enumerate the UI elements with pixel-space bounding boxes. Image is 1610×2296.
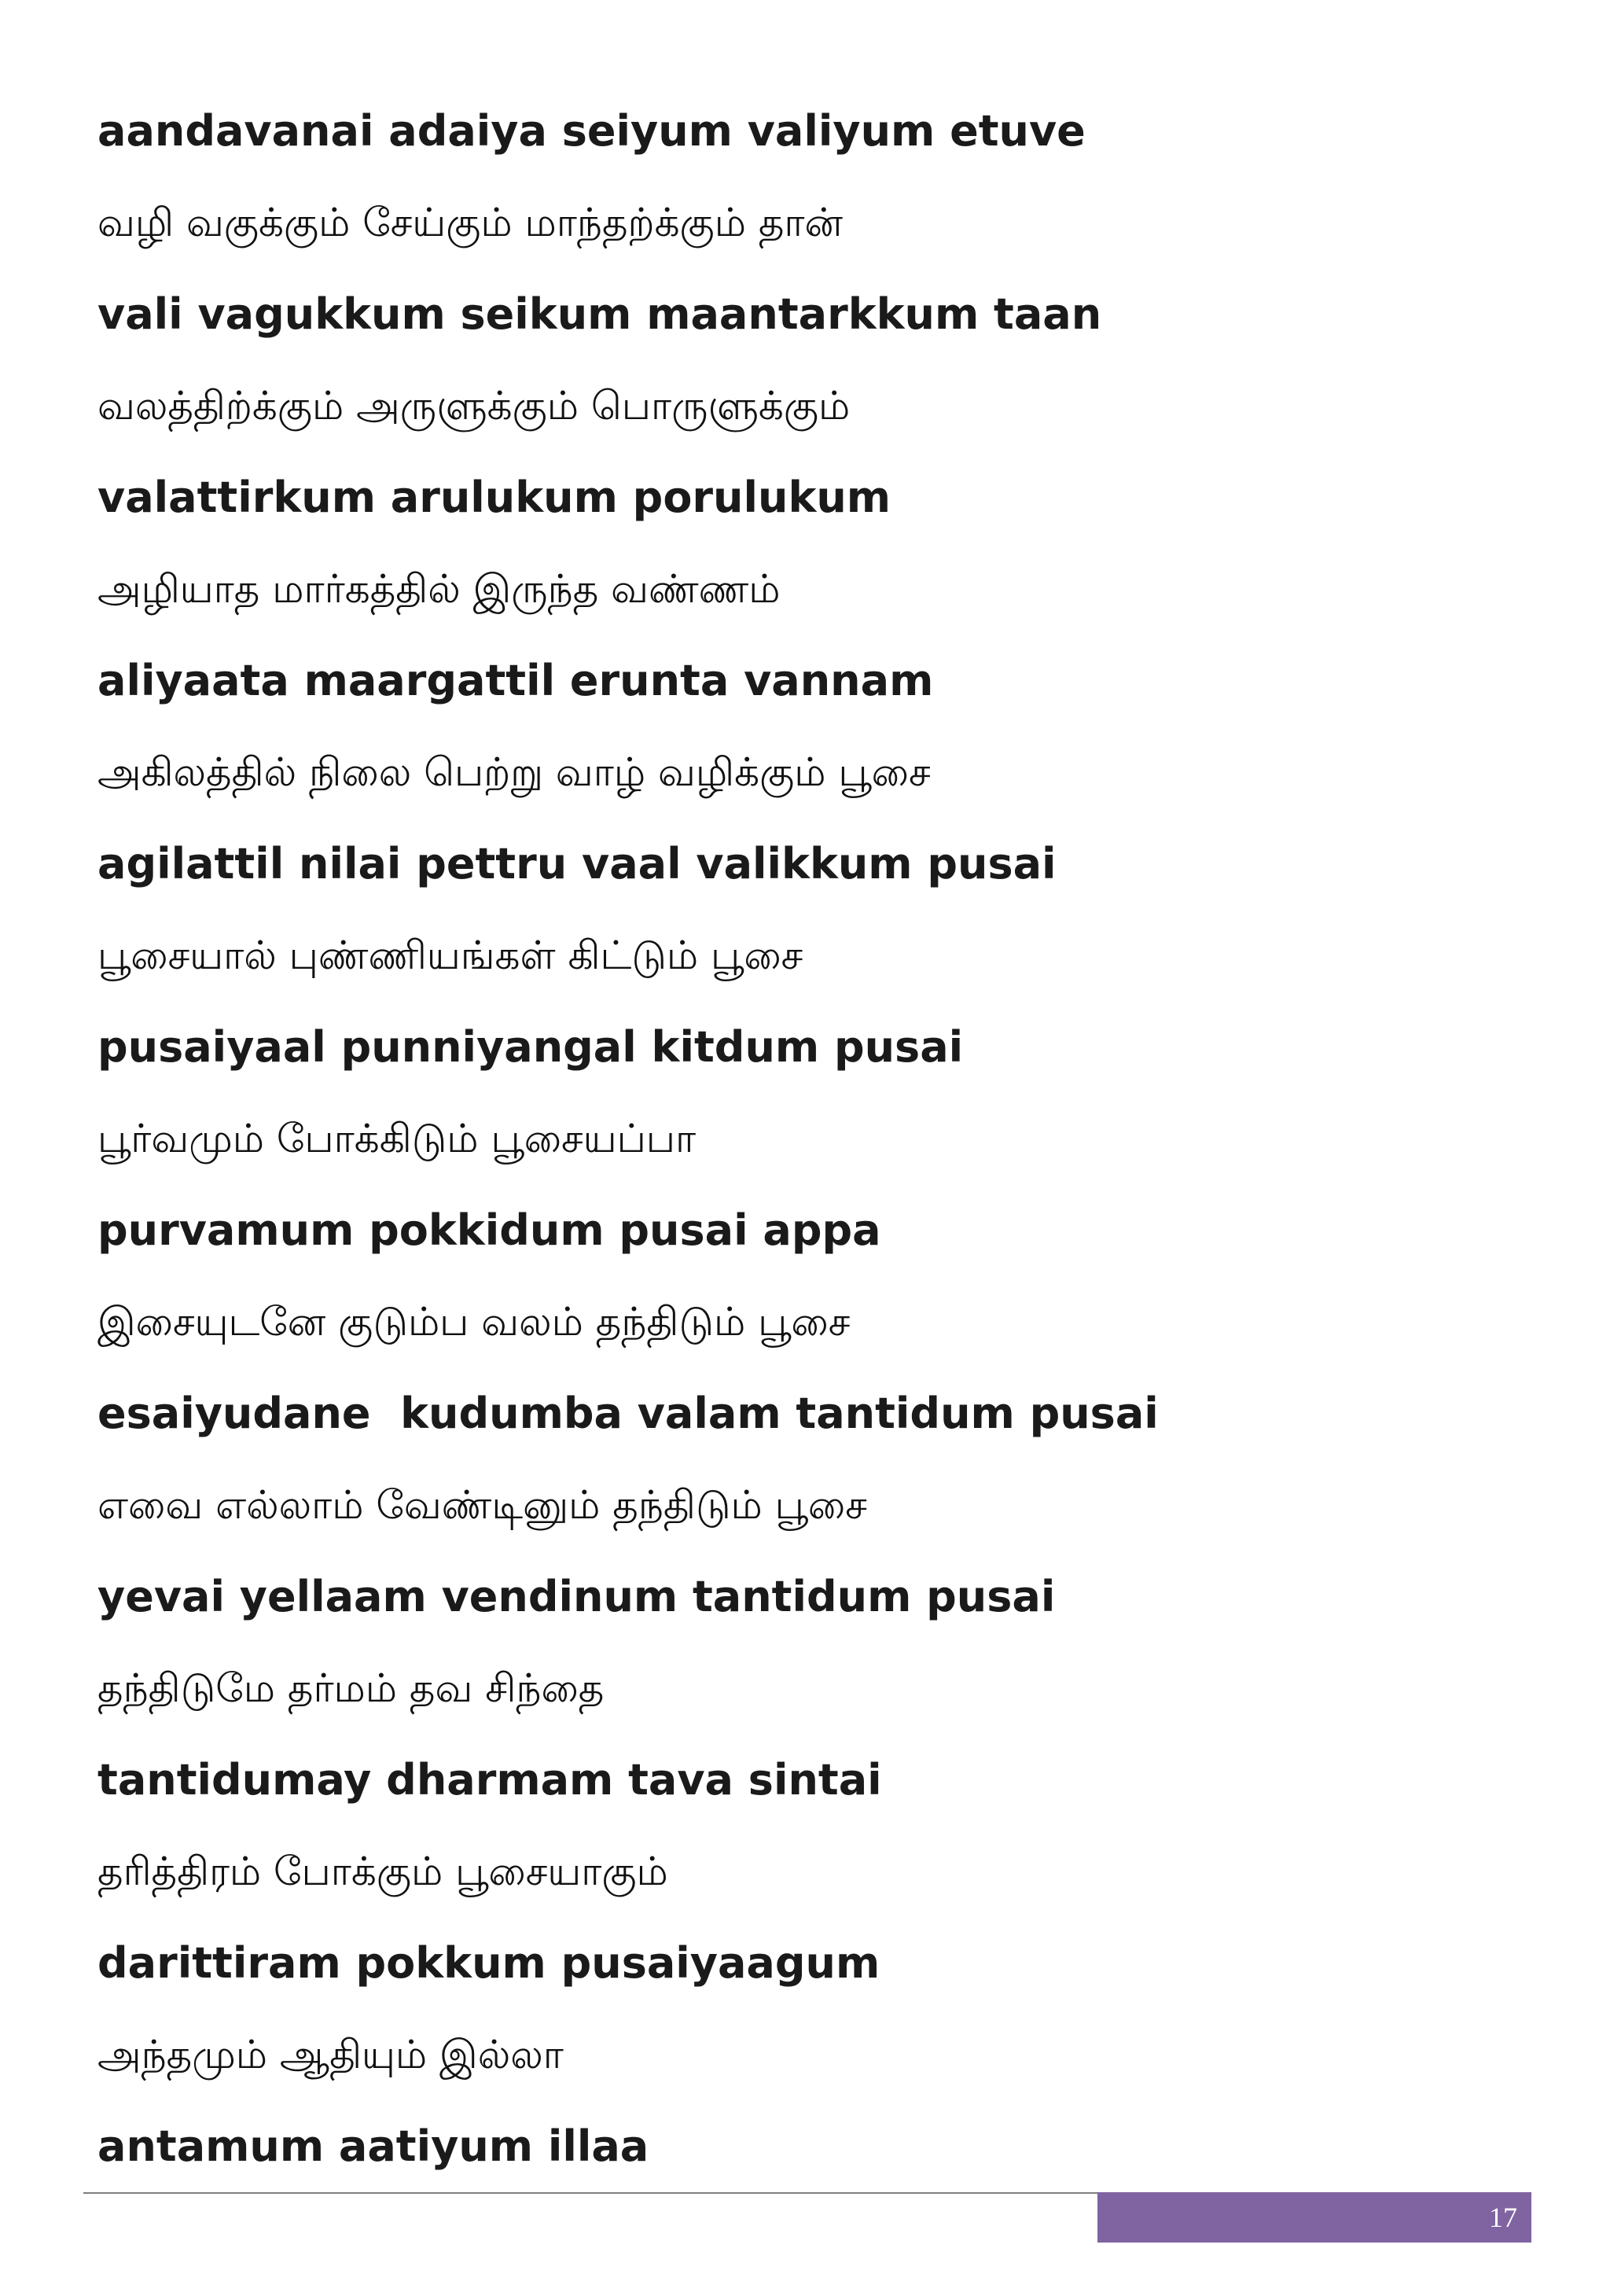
transliteration-line: valattirkum arulukum porulukum bbox=[97, 473, 891, 522]
verse-line bbox=[97, 1930, 1513, 2113]
tamil-line: தரித்திரம் போக்கும் பூசையாகும் bbox=[97, 1849, 668, 1894]
tamil-line: பூசையால் புண்ணியங்கள் கிட்டும் பூசை bbox=[97, 933, 803, 978]
verse-lines bbox=[97, 98, 1513, 2296]
footer-divider bbox=[83, 2192, 1097, 2194]
transliteration-line: antamum aatiyum illaa bbox=[97, 2121, 649, 2171]
transliteration-line: tantidumay dharmam tava sintai bbox=[97, 1755, 882, 1805]
verse-line bbox=[97, 464, 1513, 647]
tamil-line: பூர்வமும் போக்கிடும் பூசையப்பா bbox=[97, 1116, 697, 1161]
verse-line bbox=[97, 1563, 1513, 1746]
tamil-line: இசையுடனே குடும்ப வலம் தந்திடும் பூசை bbox=[97, 1299, 851, 1345]
tamil-line: அந்தமும் ஆதியும் இல்லா bbox=[97, 2032, 564, 2077]
transliteration-line: yevai yellaam vendinum tantidum pusai bbox=[97, 1572, 1056, 1621]
transliteration-line: darittiram pokkum pusaiyaagum bbox=[97, 1938, 880, 1988]
verse-line bbox=[97, 1197, 1513, 1380]
transliteration-line: agilattil nilai pettru vaal valikkum pusai bbox=[97, 839, 1057, 889]
verse-line bbox=[97, 1380, 1513, 1563]
tamil-line: தந்திடுமே தர்மம் தவ சிந்தை bbox=[97, 1665, 605, 1711]
transliteration-line: esaiyudane kudumba valam tantidum pusai bbox=[97, 1389, 1159, 1438]
tamil-line: அகிலத்தில் நிலை பெற்று வாழ் வழிக்கும் பூசை bbox=[97, 749, 931, 795]
verse-line bbox=[97, 281, 1513, 464]
tamil-line: அழியாத மார்கத்தில் இருந்த வண்ணம் bbox=[97, 566, 781, 612]
verse-line bbox=[97, 830, 1513, 1014]
tamil-line: வழி வகுக்கும் சேய்கும் மாந்தற்க்கும் தான் bbox=[97, 200, 843, 245]
transliteration-line: aliyaata maargattil erunta vannam bbox=[97, 656, 934, 705]
transliteration-line: vali vagukkum seikum maantarkkum taan bbox=[97, 289, 1102, 339]
verse-line bbox=[97, 1746, 1513, 1930]
transliteration-line: aandavanai adaiya seiyum valiyum etuve bbox=[97, 106, 1086, 156]
page-number: 17 bbox=[1489, 2202, 1517, 2233]
verse-line bbox=[97, 647, 1513, 830]
tamil-line: வலத்திற்க்கும் அருளுக்கும் பொருளுக்கும் bbox=[97, 383, 851, 429]
transliteration-line: purvamum pokkidum pusai appa bbox=[97, 1205, 881, 1255]
transliteration-line: pusaiyaal punniyangal kitdum pusai bbox=[97, 1022, 964, 1072]
tamil-line: எவை எல்லாம் வேண்டினும் தந்திடும் பூசை bbox=[97, 1482, 867, 1528]
verse-line bbox=[97, 1014, 1513, 1197]
verse-line bbox=[97, 98, 1513, 281]
footer-page-band bbox=[1097, 2192, 1531, 2243]
